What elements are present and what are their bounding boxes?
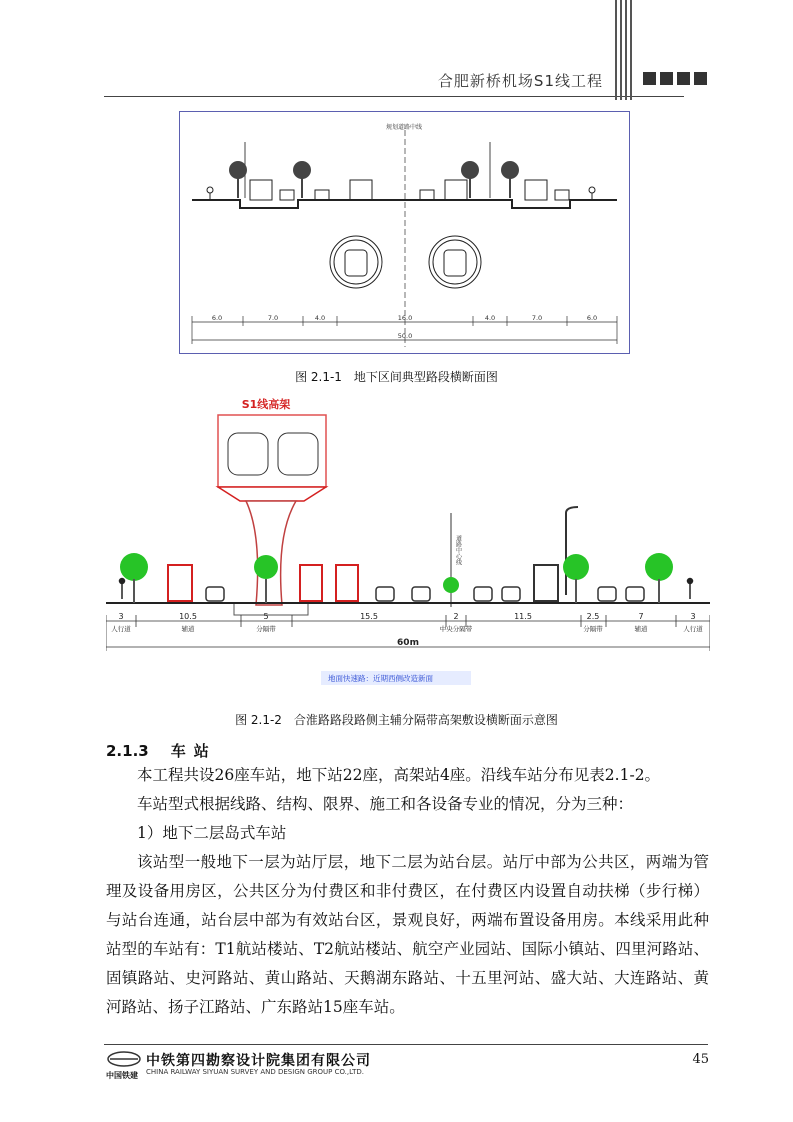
figure-elevated-section [106,395,710,695]
dim-total-label: 50.0 [397,332,413,340]
footer-rule [104,1044,708,1045]
footer-company-en: CHINA RAILWAY SIYUAN SURVEY AND DESIGN GROUP CO.,LTD. [146,1068,364,1076]
dim-label: 4.0 [484,314,496,322]
center-label: 规划道路中线 [386,124,423,131]
body-paragraph: 本工程共设26座车站，地下站22座，高架站4座。沿线车站分布见表2.1-2。 [137,766,661,784]
footer-group-name: 中国铁建 [106,1071,138,1080]
section-number: 2.1.3 [106,742,149,760]
segment-value: 2.5 [586,612,600,621]
header-square-decoration [677,72,690,85]
dim-label: 6.0 [586,314,598,322]
header-title: 合肥新桥机场S1线工程 [437,72,603,90]
header-square-decoration [694,72,707,85]
header-square-decoration [660,72,673,85]
section-title: 车站 [170,742,217,760]
total-width-label: 60m [397,638,419,648]
segment-value: 2 [453,612,459,621]
segment-value: 7 [638,612,644,621]
company-logo-icon [106,1050,142,1068]
header-rule [104,96,684,97]
segment-label: 分隔带 [256,625,276,633]
body-paragraph: 该站型一般地下一层为站厅层，地下二层为站台层。站厅中部为公共区，两端为管理及设备用房区，公共区分为付费区和非付费区，在付费区内设置自动扶梯（步行梯）与站台连通，站台层中部为有效站台区，景观良好，两端布置设备用房。本线采用此种站型的车站有：T1航站楼站、T2航站楼站、航空产业园站、国际小镇站、四里河路站、固镇路站、史河路站、黄山路站、天鹅湖东路站、十五里河站、盛大站、大连路站、黄河路站、扬子江路站、广东路站15座车站。 [106,853,709,1016]
figure1-caption: 图 2.1-1 地下区间典型路段横断面图 [295,370,498,384]
segment-label: 中央分隔带 [439,625,473,633]
dim-label: 6.0 [211,314,223,322]
body-paragraph: 1）地下二层岛式车站 [137,824,287,842]
dim-label: 7.0 [531,314,543,322]
dim-label: 16.0 [397,314,413,322]
page-number: 45 [692,1052,709,1067]
segment-value: 15.5 [360,612,378,621]
header-bars-decoration [615,0,635,100]
segment-label: 人行道 [111,625,131,633]
figure2-caption: 图 2.1-2 合淮路路段路侧主辅分隔带高架敷设横断面示意图 [235,713,558,727]
footer-company-name: 中铁第四勘察设计院集团有限公司 [146,1053,371,1069]
segment-label: 辅道 [181,625,195,633]
elevated-title-tag: S1线高架 [241,398,291,411]
segment-label: 人行道 [683,625,703,633]
underground-section-drawing [180,112,629,353]
segment-value: 5 [263,612,269,621]
dim-label: 4.0 [314,314,326,322]
dim-label: 7.0 [267,314,279,322]
body-paragraph: 车站型式根据线路、结构、限界、施工和各设备专业的情况，分为三种： [137,795,634,813]
segment-value: 3 [690,612,696,621]
elevated-section-drawing [106,395,710,695]
segment-label: 分隔带 [583,625,603,633]
section-heading [106,740,217,761]
segment-value: 10.5 [179,612,197,621]
figure2-note: 地面快速路：近期西侧改造新面 [328,674,433,683]
figure-underground-section [179,111,630,354]
segment-label: 辅道 [634,625,648,633]
segment-value: 11.5 [514,612,532,621]
elevated-center-label: 道路中心线 [454,535,462,565]
segment-value: 3 [118,612,124,621]
header-square-decoration [643,72,656,85]
